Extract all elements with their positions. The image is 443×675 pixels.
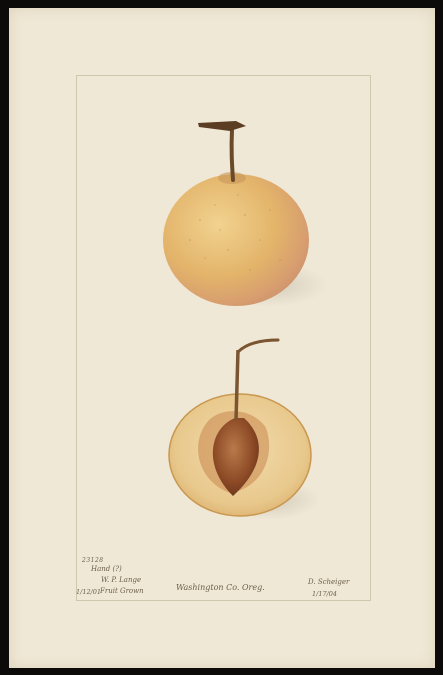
variety-name: Hand (?) (91, 565, 122, 573)
whole-fruit (163, 121, 328, 307)
received-date: 1/12/01 (76, 588, 102, 596)
artist-date: 1/17/04 (312, 590, 338, 598)
status-note: Fruit Grown (100, 587, 144, 595)
location-note: Washington Co. Oreg. (176, 583, 265, 592)
artist-signature: D. Scheiger (308, 578, 350, 586)
grower-name: W. P. Lange (101, 576, 142, 584)
fruit-cross-section (169, 340, 320, 520)
accession-number: 23128 (82, 557, 104, 564)
